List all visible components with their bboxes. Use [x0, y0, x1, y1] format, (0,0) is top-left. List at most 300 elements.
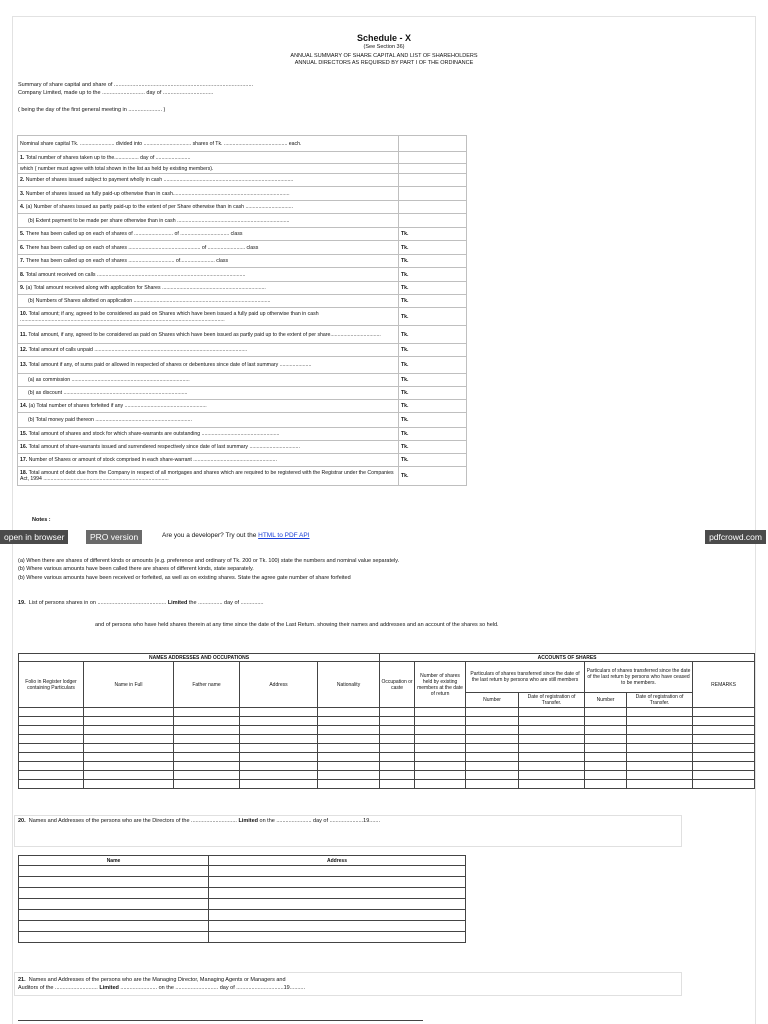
table-cell [174, 708, 240, 717]
section-21-text-2a: Auditors of the ............................ [18, 985, 98, 991]
row-number: 16. [20, 444, 28, 450]
table-cell [693, 753, 755, 762]
pro-version-button[interactable]: PRO version [86, 530, 142, 544]
table-row [18, 387, 467, 400]
table-cell [519, 762, 585, 771]
table-cell [466, 708, 519, 717]
section-21-text-2b: ........................ on the ............................ day of ...............................19.......... [120, 985, 306, 991]
row-number: 4. [20, 204, 25, 210]
row-label: Total number of shares taken up to the................. day of ........................ [25, 154, 191, 161]
table-cell [209, 866, 466, 877]
table-row [19, 899, 466, 910]
table-cell [240, 780, 318, 789]
row-amount-cell: Tk. [399, 413, 467, 428]
row-amount-cell: Tk. [399, 454, 467, 467]
table-row [19, 888, 466, 899]
table-cell [627, 762, 693, 771]
shareholders-table [18, 653, 755, 789]
table-cell [240, 762, 318, 771]
row-label-cell [18, 214, 399, 228]
row-number: 15. [20, 431, 28, 437]
table-row [18, 454, 467, 467]
table-cell [84, 762, 174, 771]
table-row [19, 708, 755, 717]
table-cell [519, 744, 585, 753]
table-cell [519, 780, 585, 789]
row-amount-cell [399, 214, 467, 228]
table-cell [466, 744, 519, 753]
table-row [19, 780, 755, 789]
table-cell [627, 717, 693, 726]
table-cell [627, 771, 693, 780]
table-row [18, 187, 467, 201]
table-row [18, 174, 467, 187]
column-header: Folio in Register lodger containing Particulars [19, 662, 84, 708]
table-cell [627, 744, 693, 753]
table-row [19, 744, 755, 753]
table-cell [627, 753, 693, 762]
table-row [18, 268, 467, 282]
table-cell [466, 726, 519, 735]
table-cell [519, 717, 585, 726]
row-amount-cell [399, 136, 467, 152]
table-cell [519, 753, 585, 762]
table-cell [19, 910, 209, 921]
row-label-cell [18, 255, 399, 268]
table-cell [19, 753, 84, 762]
table-cell [380, 753, 415, 762]
row-label-cell [18, 174, 399, 187]
row-amount-cell: Tk. [399, 357, 467, 374]
column-header-address: Address [209, 856, 466, 866]
table-cell [240, 717, 318, 726]
table-cell [415, 780, 466, 789]
table-row [19, 921, 466, 932]
table-row [19, 753, 755, 762]
table-cell [585, 780, 627, 789]
row-amount-cell [399, 152, 467, 164]
table-row [19, 910, 466, 921]
column-header: Particulars of shares transferred since the date of the last return by persons who have ceased to be members. [585, 662, 693, 693]
row-label-cell [18, 201, 399, 214]
section-21-limited: Limited [99, 985, 119, 991]
table-row [18, 308, 467, 326]
table-row [19, 762, 755, 771]
table-cell [415, 744, 466, 753]
row-amount-cell: Tk. [399, 441, 467, 454]
table-cell [519, 726, 585, 735]
table-cell [380, 744, 415, 753]
table-cell [240, 726, 318, 735]
row-amount-cell: Tk. [399, 241, 467, 255]
row-label: (b) Numbers of Shares allotted on application ............................................................................................... [28, 298, 271, 304]
row-label-cell [18, 400, 399, 413]
table-row [19, 866, 466, 877]
row-label-cell [18, 387, 399, 400]
row-amount-cell: Tk. [399, 326, 467, 344]
html-to-pdf-api-link[interactable]: HTML to PDF API [258, 532, 310, 539]
row-label-cell [18, 268, 399, 282]
table-cell [693, 780, 755, 789]
column-subheader: Number [585, 693, 627, 708]
row-number: 2. [20, 177, 25, 183]
table-cell [240, 753, 318, 762]
table-cell [19, 735, 84, 744]
table-cell [174, 735, 240, 744]
table-cell [84, 717, 174, 726]
table-cell [209, 877, 466, 888]
table-row [18, 441, 467, 454]
table-cell [209, 932, 466, 943]
table-cell [318, 735, 380, 744]
row-number: 11. [20, 331, 27, 338]
table-row [18, 413, 467, 428]
row-label-cell [18, 295, 399, 308]
subtitle-line-1: ANNUAL SUMMARY OF SHARE CAPITAL AND LIST OF SHAREHOLDERS [290, 53, 478, 59]
row-label: There has been called up on each of shares ................................ of........................ class [25, 258, 229, 264]
column-subheader: Date of registration of Transfer. [519, 693, 585, 708]
row-number: 17. [20, 457, 28, 463]
table-cell [174, 744, 240, 753]
table-row [18, 201, 467, 214]
table-cell [585, 762, 627, 771]
table-row [18, 152, 467, 164]
section-20-text-a: Names and Addresses of the persons who are the Directors of the .............................. [28, 818, 237, 824]
row-label: Total amount received on calls ....................................................................................................... [25, 271, 246, 278]
column-header: Father name [174, 662, 240, 708]
row-number: 3. [20, 190, 25, 197]
table-cell [209, 910, 466, 921]
row-amount-cell: Tk. [399, 387, 467, 400]
row-label-cell [18, 441, 399, 454]
table-cell [19, 717, 84, 726]
table-cell [240, 771, 318, 780]
row-amount-cell: Tk. [399, 282, 467, 295]
table-cell [19, 921, 209, 932]
row-amount-cell: Tk. [399, 228, 467, 241]
row-label-cell [18, 454, 399, 467]
table-cell [380, 771, 415, 780]
note-b: (b) Where various amounts have been called there are shares of different kinds, state separately. [18, 566, 254, 572]
table-cell [84, 726, 174, 735]
row-label: which ( number must agree with total shown in the list as held by existing members). [20, 165, 214, 172]
table-cell [318, 753, 380, 762]
row-label: (a) Total amount received along with application for Shares ........................................................................ [25, 285, 266, 291]
table-cell [318, 726, 380, 735]
row-amount-cell [399, 187, 467, 201]
table-row [18, 164, 467, 174]
row-label-cell [18, 308, 399, 326]
share-capital-table [17, 135, 467, 486]
row-label-cell [18, 282, 399, 295]
row-amount-cell: Tk. [399, 400, 467, 413]
row-label: Number of Shares or amount of stock comprised in each share-warrant .......................................................... [28, 457, 277, 463]
table-cell [84, 780, 174, 789]
row-label-cell [18, 326, 399, 344]
table-cell [585, 726, 627, 735]
table-cell [19, 866, 209, 877]
row-amount-cell: Tk. [399, 255, 467, 268]
row-label-cell [18, 374, 399, 387]
row-label: Total amount; if any, agreed to be considered as paid on Shares which have been issued a fully paid up otherwise than in cash .............................................................................................................................................. [20, 310, 319, 323]
table-cell [627, 708, 693, 717]
section-19-text-a: List of persons shares in on ............................................. [28, 600, 167, 606]
row-label: (b) Extent payment to be made per share otherwise than in cash .............................................................................. [28, 217, 290, 224]
table-row [18, 295, 467, 308]
table-row [19, 726, 755, 735]
section-reference: (See Section 36) [363, 44, 405, 50]
row-label-cell [18, 413, 399, 428]
row-amount-cell: Tk. [399, 374, 467, 387]
table-header-row [19, 856, 466, 866]
table-row [18, 467, 467, 486]
table-row [18, 241, 467, 255]
row-label: Total amount of debt due from the Company in respect of all mortgages and shares which are required to be registered with the Registrar under the Companies Act, 1994 ....................................................................................... [20, 470, 394, 482]
row-label: Number of shares issued as fully paid-up otherwise than in cash................................................................................. [25, 190, 290, 197]
section-19-text-b: the ................ day of ............... [188, 600, 264, 606]
table-cell [174, 753, 240, 762]
table-cell [415, 735, 466, 744]
row-label: (a) Number of shares issued as partly paid-up to the extent of per Share otherwise than in cash ................................. [25, 204, 294, 210]
group-header-names: NAMES ADDRESSES AND OCCUPATIONS [19, 654, 380, 662]
promo-text-label: Are you a developer? Try out the [162, 532, 257, 539]
column-header: REMARKS [693, 662, 755, 708]
note-a: (a) When there are shares of different kinds or amounts (e.g. preference and ordinary of Tk. 200 or Tk. 100) state the numbers and nominal value separately. [18, 558, 400, 564]
table-row [18, 228, 467, 241]
column-header: Particulars of shares transferred since the date of the last return by persons who are still members [466, 662, 585, 693]
table-cell [415, 708, 466, 717]
table-cell [380, 762, 415, 771]
row-label-cell [18, 187, 399, 201]
row-label-cell [18, 136, 399, 152]
table-cell [240, 744, 318, 753]
table-cell [174, 717, 240, 726]
table-row [18, 400, 467, 413]
column-header: Nationality [318, 662, 380, 708]
table-cell [19, 771, 84, 780]
note-c: (b) Where various amounts have been received or forfeited, as well as on existing shares. State the agree gate number of share forfeited [18, 575, 351, 581]
column-header: Occupation or caste [380, 662, 415, 708]
row-number: 18. [20, 470, 28, 476]
row-number: 1. [20, 154, 25, 161]
table-cell [318, 744, 380, 753]
table-cell [174, 780, 240, 789]
table-row [19, 877, 466, 888]
row-amount-cell: Tk. [399, 467, 467, 486]
section-21-text-1: Names and Addresses of the persons who are the Managing Director, Managing Agents or Managers and [28, 977, 286, 983]
row-label: (a) as commission .................................................................................. [28, 377, 190, 383]
table-cell [466, 771, 519, 780]
section-20-number: 20. [18, 818, 26, 824]
row-amount-cell: Tk. [399, 344, 467, 357]
row-label: (b) as discount ...................................................................................... [28, 390, 188, 396]
pdfcrowd-brand-button[interactable]: pdfcrowd.com [705, 530, 766, 544]
table-cell [174, 771, 240, 780]
row-label-cell [18, 357, 399, 374]
column-subheader: Date of registration of Transfer. [627, 693, 693, 708]
table-cell [519, 771, 585, 780]
section-21-box [14, 972, 682, 996]
row-label: Total amount of calls unpaid .......................................................................................................... [28, 347, 248, 353]
table-cell [466, 780, 519, 789]
table-cell [84, 771, 174, 780]
table-row [19, 932, 466, 943]
table-cell [415, 726, 466, 735]
table-cell [627, 726, 693, 735]
table-row [18, 136, 467, 152]
table-cell [318, 708, 380, 717]
auditors-table-top-edge [18, 1020, 423, 1021]
row-amount-cell: Tk. [399, 308, 467, 326]
table-cell [19, 888, 209, 899]
row-label: Nominal share capital Tk. ........................ divided into ................................. shares of Tk. ............................................ each. [20, 140, 302, 147]
table-cell [84, 735, 174, 744]
table-cell [466, 735, 519, 744]
table-cell [19, 780, 84, 789]
schedule-title: Schedule - X [356, 33, 411, 43]
table-cell [19, 932, 209, 943]
table-cell [466, 753, 519, 762]
table-row [18, 282, 467, 295]
section-20-text-b: on the ....................... day of ......................19....... [259, 818, 380, 824]
table-row [18, 344, 467, 357]
row-label: (b) Total money paid thereon ................................................................... [28, 417, 192, 423]
section-19-limited: Limited [167, 600, 188, 606]
column-header-name: Name [19, 856, 209, 866]
row-number: 13. [20, 362, 28, 368]
directors-table [18, 855, 466, 943]
row-label: Total amount, if any, agreed to be considered as paid on Shares which have been issued as partly paid up to the extent of per share................................... [28, 331, 381, 338]
table-cell [466, 762, 519, 771]
row-number: 10. [20, 310, 28, 317]
table-cell [84, 744, 174, 753]
row-number: 8. [20, 271, 25, 278]
section-20-limited: Limited [238, 818, 258, 824]
open-in-browser-button[interactable]: open in browser [0, 530, 68, 544]
notes-heading: Notes : [32, 517, 51, 523]
table-row [18, 214, 467, 228]
table-cell [19, 899, 209, 910]
row-amount-cell [399, 201, 467, 214]
row-amount-cell: Tk. [399, 295, 467, 308]
table-group-header-row [19, 654, 755, 662]
section-19-heading [18, 600, 264, 606]
subtitle-line-2: ANNUAL DIRECTORS AS REQUIRED BY PART I OF THE ORDINANCE [294, 60, 474, 66]
table-cell [19, 744, 84, 753]
table-cell [174, 762, 240, 771]
promo-text [162, 532, 310, 539]
table-row [19, 717, 755, 726]
table-cell [380, 780, 415, 789]
table-row [18, 255, 467, 268]
row-label: Total amount if any, of sums paid or allowed in respected of shares or debentures since date of last summary ...................... [28, 362, 312, 368]
group-header-accounts: ACCOUNTS OF SHARES [380, 654, 755, 662]
table-cell [693, 717, 755, 726]
table-cell [84, 753, 174, 762]
table-cell [585, 771, 627, 780]
row-label: Total amount of shares and stock for which share-warrants are outstanding ...................................................... [28, 431, 280, 437]
row-number: 5. [20, 231, 25, 237]
summary-line-1: Summary of share capital and share of ........................................................................................... [18, 82, 254, 88]
section-21-line-2 [18, 985, 305, 991]
table-row [18, 428, 467, 441]
table-cell [415, 762, 466, 771]
table-cell [693, 708, 755, 717]
summary-line-3: ( being the day of the first general meeting in ...................... ) [18, 107, 166, 113]
row-amount-cell: Tk. [399, 428, 467, 441]
table-cell [585, 735, 627, 744]
table-cell [380, 708, 415, 717]
table-cell [415, 771, 466, 780]
table-cell [380, 735, 415, 744]
table-cell [585, 753, 627, 762]
table-cell [627, 780, 693, 789]
table-cell [415, 717, 466, 726]
row-number: 14. [20, 403, 28, 409]
table-cell [466, 717, 519, 726]
table-cell [19, 726, 84, 735]
column-header: Address [240, 662, 318, 708]
section-20-heading [18, 818, 380, 824]
row-number: 6. [20, 244, 25, 251]
row-number: 9. [20, 285, 25, 291]
column-header: Name in Full [84, 662, 174, 708]
table-cell [585, 717, 627, 726]
column-header: Number of shares held by existing members at the date of return [415, 662, 466, 708]
table-cell [693, 744, 755, 753]
table-cell [519, 708, 585, 717]
table-cell [415, 753, 466, 762]
table-cell [19, 708, 84, 717]
row-label-cell [18, 344, 399, 357]
table-cell [209, 899, 466, 910]
table-cell [585, 708, 627, 717]
row-label-cell [18, 467, 399, 486]
row-number: 7. [20, 258, 25, 264]
table-cell [585, 744, 627, 753]
table-cell [19, 877, 209, 888]
table-row [18, 374, 467, 387]
table-cell [318, 771, 380, 780]
table-cell [380, 717, 415, 726]
table-cell [380, 726, 415, 735]
section-21-number: 21. [18, 977, 26, 983]
row-label-cell [18, 228, 399, 241]
table-cell [209, 921, 466, 932]
row-amount-cell: Tk. [399, 268, 467, 282]
row-label-cell [18, 428, 399, 441]
table-cell [627, 735, 693, 744]
table-row [19, 735, 755, 744]
table-header-row [19, 662, 755, 693]
section-21-line-1 [18, 977, 286, 983]
table-cell [318, 717, 380, 726]
row-label-cell [18, 152, 399, 164]
table-cell [209, 888, 466, 899]
table-cell [240, 735, 318, 744]
row-number: 12. [20, 347, 28, 353]
table-cell [318, 762, 380, 771]
summary-line-2: Company Limited, made up to the ............................ day of ................................. [18, 90, 214, 96]
table-cell [693, 762, 755, 771]
row-amount-cell [399, 164, 467, 174]
row-label: (a) Total number of shares forfeited if any ......................................................... [28, 403, 207, 409]
row-label: There has been called up on each of shares of ........................... of .................................. class [25, 231, 243, 237]
row-label-cell [18, 164, 399, 174]
table-row [19, 771, 755, 780]
row-amount-cell [399, 174, 467, 187]
table-cell [693, 726, 755, 735]
